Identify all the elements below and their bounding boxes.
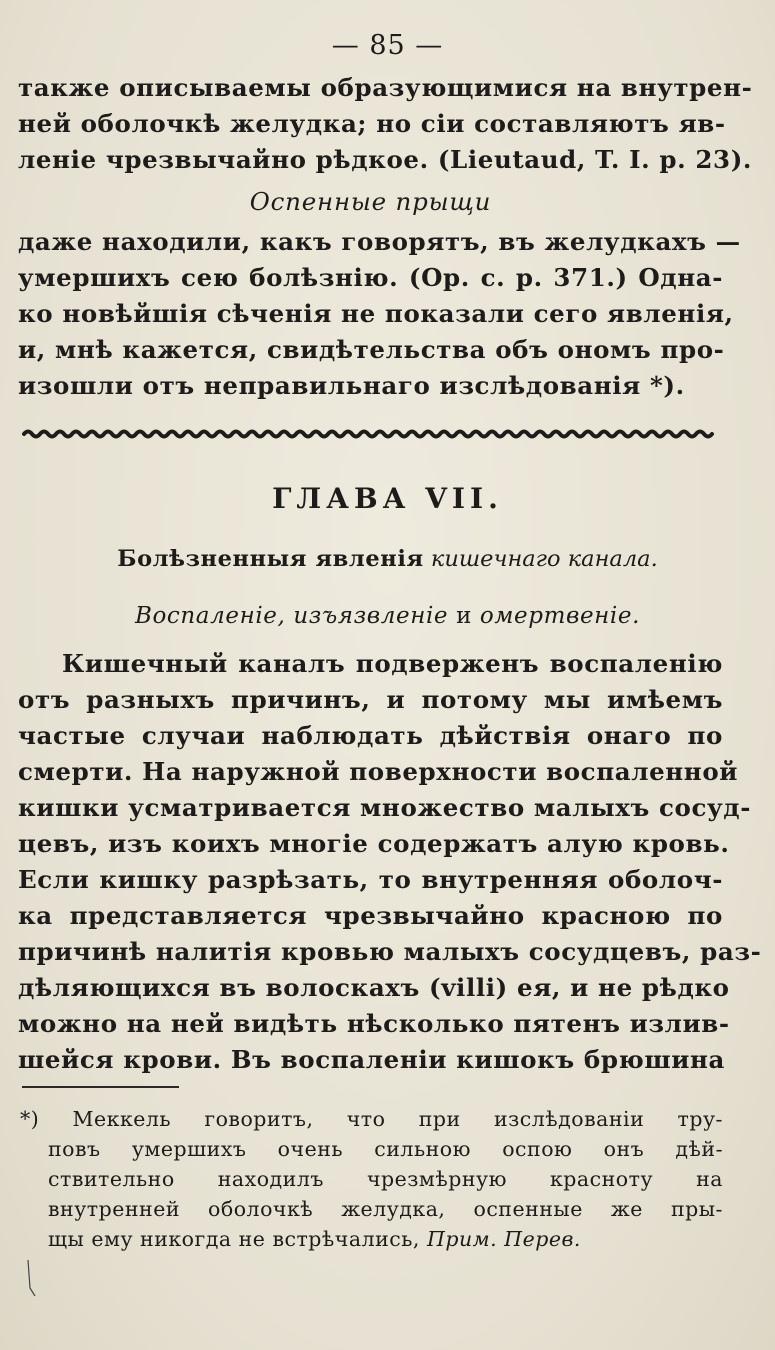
footnote-line: ствительно находилъ чрезмѣрную красноту на	[48, 1167, 723, 1191]
text-line: цевъ, изъ коихъ многіе содержатъ алую кровь.	[18, 829, 730, 858]
text-line: ка представляется чрезвычайно красною по	[18, 901, 723, 930]
text-line: причинѣ налитія кровью малыхъ сосудцевъ, раз-	[18, 937, 762, 966]
subsection-title	[0, 603, 775, 629]
subsection-conj: и	[456, 603, 472, 629]
text-line: кишки усматривается множество малыхъ сосуд-	[18, 793, 751, 822]
subsection-part2: омертвеніе.	[479, 603, 641, 629]
text-line: также описываемы образующимися на внутрен-	[18, 73, 753, 102]
text-line: смерти. На наружной поверхности воспаленной	[18, 757, 739, 786]
text-line: дѣляющихся въ волоскахъ (villi) ея, и не рѣдко	[18, 973, 730, 1002]
text-line: леніе чрезвычайно рѣдкое. (Lieutaud, T. I. p. 23).	[18, 145, 753, 174]
text-line: ко новѣйшія сѣченія не показали сего явленія,	[18, 299, 734, 328]
text-line: шейся крови. Въ воспаленіи кишокъ брюшина	[18, 1045, 726, 1074]
text-line: умершихъ сею болѣзнію. (Op. c. p. 371.) Одна-	[18, 263, 723, 292]
chapter-title: ГЛАВА VII.	[272, 482, 503, 515]
text-line: Если кишку разрѣзать, то внутренняя оболоч-	[18, 865, 723, 894]
text-line: частые случаи наблюдать дѣйствія онаго по	[18, 721, 723, 750]
page-number: — 85 —	[331, 30, 444, 61]
section-title	[0, 546, 775, 572]
margin-pencil-mark	[26, 1258, 36, 1298]
text-line: отъ разныхъ причинъ, и потому мы имѣемъ	[18, 685, 723, 714]
text-line: Кишечный каналъ подверженъ воспаленію	[62, 649, 723, 678]
footnote-line: *) Меккель говоритъ, что при изслѣдованіи тру-	[20, 1107, 723, 1131]
text-line: можно на ней видѣть нѣсколько пятенъ излив-	[18, 1009, 730, 1038]
footnote-last-plain: щы ему никогда не встрѣчались,	[48, 1227, 420, 1251]
subheading: Оспенные прыщи	[249, 187, 492, 216]
footnote-line	[48, 1224, 723, 1254]
subsection-part1: Воспаленіе, изъязвленіе	[134, 603, 449, 629]
footnote-translator-note: Прим. Перев.	[426, 1227, 581, 1251]
footnote-line: внутренней оболочкѣ желудка, оспенные же пры-	[48, 1197, 723, 1221]
text-line: изошли отъ неправильнаго изслѣдованія *).	[18, 371, 685, 400]
footnote-rule	[22, 1086, 179, 1088]
section-title-italic: кишечнаго канала.	[430, 546, 658, 572]
text-line: даже находили, какъ говорятъ, въ желудкахъ —	[18, 227, 741, 256]
text-line: и, мнѣ кажется, свидѣтельства объ ономъ про-	[18, 335, 725, 364]
ornamental-divider	[22, 426, 717, 442]
section-title-plain: Болѣзненныя явленія	[117, 546, 424, 572]
text-line: ней оболочкѣ желудка; но сіи составляютъ яв-	[18, 109, 726, 138]
footnote-line: повъ умершихъ очень сильною оспою онъ дѣй-	[48, 1137, 723, 1161]
